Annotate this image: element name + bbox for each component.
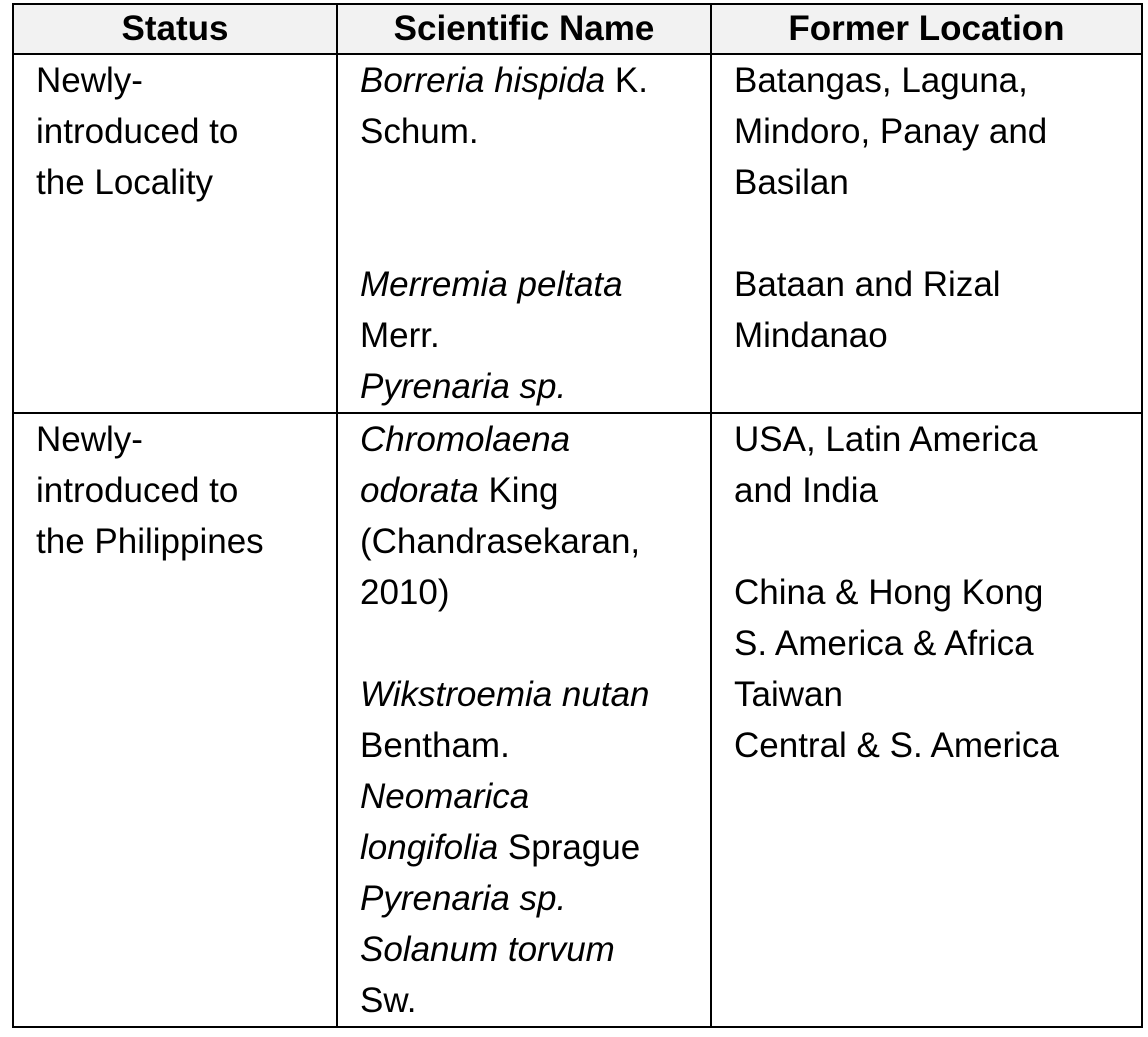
name-line [360,975,710,1026]
name-line [360,720,710,771]
name-line [360,822,710,873]
name-line [360,771,710,822]
species-table [12,3,1143,1028]
spacer [360,157,710,208]
table-row [13,413,1142,1027]
name-author: (Chandrasekaran, [360,522,641,561]
name-line [360,55,710,106]
name-author: Sprague [498,828,641,867]
name-author: Schum. [360,112,479,151]
header-former-location: Former Location [711,4,1142,54]
header-scientific-name: Scientific Name [337,4,711,54]
name-italic: longifolia [360,828,499,867]
former-location-cell [711,54,1142,413]
header-status: Status [13,4,337,54]
name-line [360,361,710,412]
table-header-row [13,4,1142,54]
status-line: the Philippines [36,522,264,561]
name-italic: Merremia peltata [360,265,623,304]
location-line: S. America & Africa [734,624,1034,663]
name-line [360,924,710,975]
spacer [360,618,710,669]
status-cell [13,54,337,413]
status-line: Newly- [36,420,143,459]
status-line: introduced to [36,471,239,510]
location-line: Mindoro, Panay and [734,112,1048,151]
name-line [360,669,710,720]
spacer [360,208,710,259]
location-line: Central & S. America [734,726,1059,765]
table-row [13,54,1142,413]
name-author: Bentham. [360,726,510,765]
spacer [734,516,1141,567]
name-author: Sw. [360,981,417,1020]
name-italic: Neomarica [360,777,530,816]
name-italic: Solanum torvum [360,930,615,969]
location-line: Basilan [734,163,849,202]
location-line: and India [734,471,879,510]
location-line: China & Hong Kong [734,573,1044,612]
name-line [360,259,710,310]
name-italic: Chromolaena [360,420,571,459]
name-italic: Borreria hispida [360,61,606,100]
former-location-cell [711,413,1142,1027]
location-line: Mindanao [734,316,888,355]
name-author: K. [605,61,648,100]
name-line [360,106,710,157]
status-cell [13,413,337,1027]
location-line: Batangas, Laguna, [734,61,1028,100]
scientific-name-cell [337,54,711,413]
species-table-container [12,3,1141,1028]
status-line: introduced to [36,112,239,151]
name-line [360,516,710,567]
name-line [360,873,710,924]
location-line: Bataan and Rizal [734,265,1001,304]
name-line [360,567,710,618]
name-italic: Pyrenaria sp. [360,879,567,918]
name-italic: odorata [360,471,479,510]
name-author: Merr. [360,316,440,355]
spacer [734,208,1141,259]
status-line: Newly- [36,61,143,100]
name-line [360,414,710,465]
name-line [360,465,710,516]
status-line: the Locality [36,163,214,202]
name-author: 2010) [360,573,450,612]
location-line: Taiwan [734,675,843,714]
name-italic: Wikstroemia nutan [360,675,650,714]
name-line [360,310,710,361]
name-author: King [478,471,559,510]
scientific-name-cell [337,413,711,1027]
name-italic: Pyrenaria sp. [360,367,567,406]
location-line: USA, Latin America [734,420,1038,459]
